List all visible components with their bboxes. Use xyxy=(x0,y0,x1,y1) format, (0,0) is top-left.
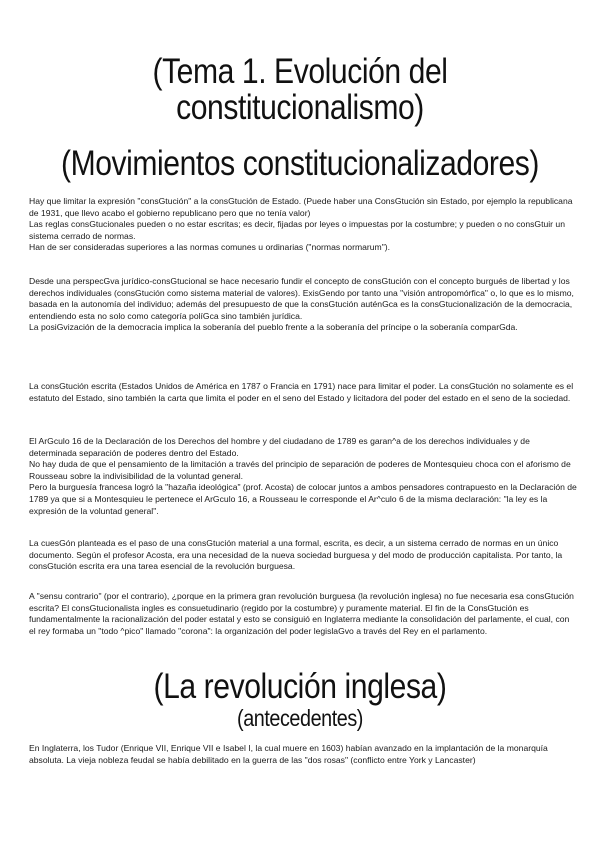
paragraph: Han de ser consideradas superiores a las normas comunes u ordinarias ("normas normarum"). xyxy=(29,242,390,253)
section-1-block-f xyxy=(29,591,577,637)
title-line-1: (Tema 1. Evolución del xyxy=(152,52,448,91)
paragraph: La consGtución escrita (Estados Unidos de América en 1787 o Francia en 1791) nace para limitar el poder. La consGtución no solamente es el estatuto del Estado, sino también la carta que limita el poder en el seno del Estado y licitadora del poder del estado en el seno de la sociedad. xyxy=(29,381,574,403)
paragraph: A "sensu contrario" (por el contrario), ¿porque en la primera gran revolución burguesa (la revolución inglesa) no fue necesaria esa consGtución escrita? El consGtucionalista ingles es consuetudinario (regido por la costumbre) y puramente material. El fin de la ConsGtución es fundamentalmente la racionalización del poder estatal y esto se consiguió en Inglaterra mediante la consolidación del parlamente, el cual, con el rey formaba un "todo ^pico" llamado "corona": la organización del poder legislaGvo a través del Rey en el parlamento. xyxy=(29,591,574,636)
section-2-heading: (La revolución inglesa) xyxy=(153,667,447,706)
paragraph: La posiGvización de la democracia implica la soberanía del pueblo frente a la soberanía del príncipe o la soberanía comparGda. xyxy=(29,322,518,333)
section-1-block-c xyxy=(29,381,577,404)
subtitle-heading: (Movimientos constitucionalizadores) xyxy=(60,144,540,183)
paragraph: No hay duda de que el pensamiento de la limitación a través del principio de separación de poderes de Montesquieu choca con el aforismo de Rousseau sobre la indivisibilidad de la voluntad general. xyxy=(29,459,571,481)
section-1-block-e xyxy=(29,538,577,573)
paragraph: Las reglas consGtucionales pueden o no estar escritas; es decir, fijadas por leyes o impuestas por la costumbre; y pueden o no consGtuir un sistema cerrado de normas. xyxy=(29,219,565,241)
paragraph: En Inglaterra, los Tudor (Enrique VII, Enrique VII e Isabel I, la cual muere en 1603) habían avanzado en la implantación de la monarquía absoluta. La vieja nobleza feudal se había debilitado en la guerra de las "dos rosas" (conflicto entre York y Lancaster) xyxy=(29,743,548,765)
section-1-block-a xyxy=(29,196,577,254)
paragraph: Desde una perspecGva jurídico-consGtucional se hace necesario fundir el concepto de consGtución con el concepto burgués de libertad y los derechos individuales (consGtución como sistema material de valores). ExisGendo por tanto una "visión antropomórfica" o, lo que es lo mismo, basada en la autonomía del individuo; además del presupuesto de que la consGtución auténGca es la consGtucionalización de la democracia, entendiendo esta no solo como categoría políGca sino también jurídica. xyxy=(29,276,574,321)
paragraph: Hay que limitar la expresión "consGtución" a la consGtución de Estado. (Puede haber una ConsGtución sin Estado, por ejemplo la republicana de 1931, que llevo acabo el gobierno republicano pero que no tenía valor) xyxy=(29,196,573,218)
paragraph: El ArGculo 16 de la Declaración de los Derechos del hombre y del ciudadano de 1789 es garan^a de los derechos individuales y de determinada separación de poderes dentro del Estado. xyxy=(29,436,530,458)
section-1-block-b xyxy=(29,276,577,334)
title-line-2: constitucionalismo) xyxy=(176,88,424,127)
section-1-block-d xyxy=(29,436,577,517)
paragraph: La cuesGón planteada es el paso de una consGtución material a una formal, escrita, es decir, a un sistema cerrado de normas en un único documento. Según el profesor Acosta, era una necesidad de la nueva sociedad burguesa y del modo de producción capitalista. Por tanto, la consGtución escrita era una tarea esencial de la revolución burguesa. xyxy=(29,538,563,572)
paragraph: Pero la burguesía francesa logró la "hazaña ideológica" (prof. Acosta) de colocar juntos a ambos pensadores contrapuesto en la Declaración de 1789 ya que si a Montesquieu le pertenece el ArGculo 16, a Rousseau le corresponde el Ar^culo 6 de la misma declaración: "la ley es la expresión de la voluntad general". xyxy=(29,482,577,516)
section-2-block xyxy=(29,743,577,766)
section-2-subheading: (antecedentes) xyxy=(237,705,363,731)
